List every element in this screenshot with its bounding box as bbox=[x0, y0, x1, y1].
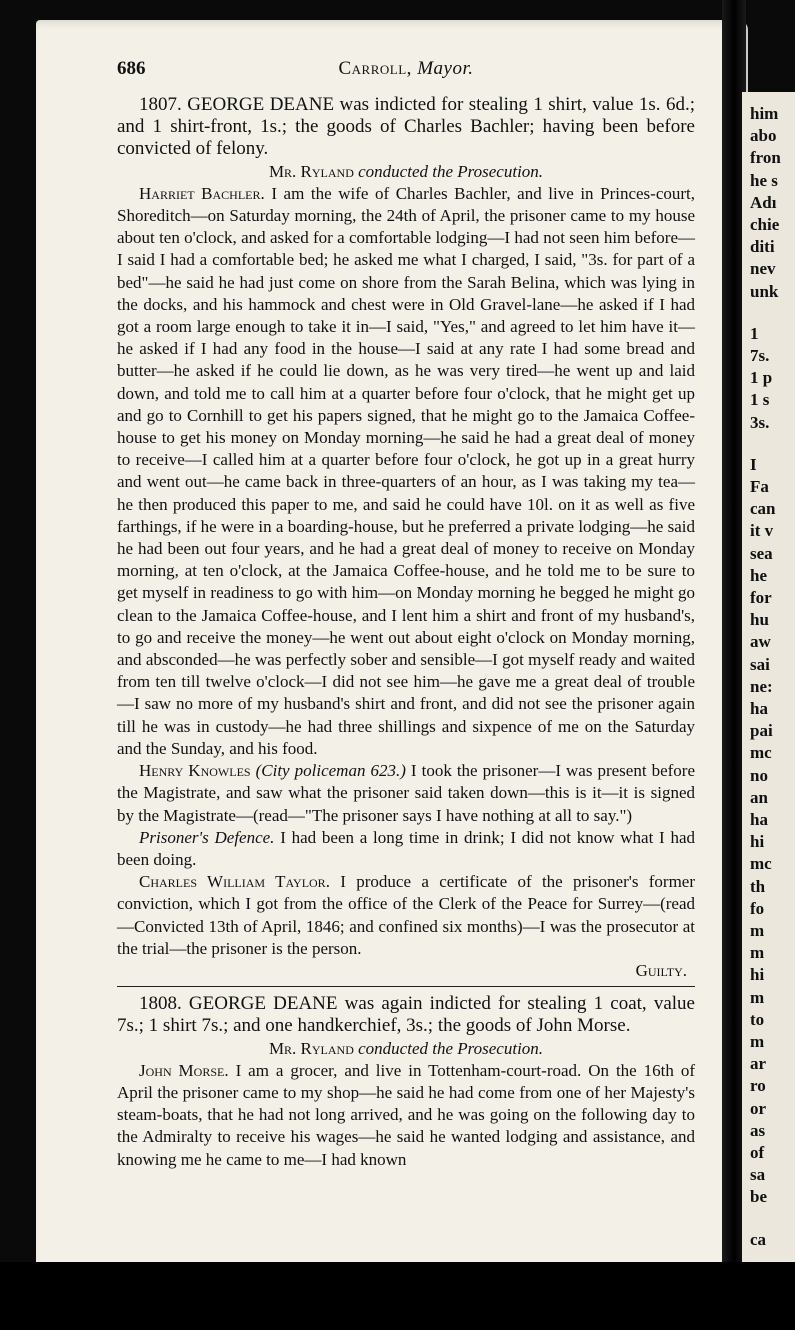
witness-name: Henry Knowles bbox=[139, 761, 251, 781]
facing-page-fragment: ne: bbox=[750, 676, 773, 696]
facing-page-fragment: 1 bbox=[750, 323, 759, 343]
facing-page-fragment: Fa bbox=[750, 477, 769, 496]
witness-text: I am the wife of Charles Bachler, and live in Princes-court, Shoreditch—on Saturday morning, the 24th of April, the prisoner came to my house about ten o'clock, and asked for a comfortable lodging—I had not seen him before—I said I had a comfortable bed; he asked me what I charged, I said, "3s. for part of a bed"—he said he had just come on shore from the Sarah Belina, which was lying in the docks, and his hammock and chest were in Old Gravel-lane—he asked if I had got a room large enough to take it in—I said, "Yes," and agreed to let him have it—he asked if I had any food in the house—I said at any rate I had some bread and butter—he asked if he could lie down, as he was very tired—he went up and laid down, and told me to call him at a quarter before four o'clock, that he might get up and go to Cornhill to get his papers signed, that he might go to the Jamaica Coffee-house to get his money on Monday morning—he said he had a great deal of money to receive—I called him at a quarter before four o'clock, he got up in a great hurry and went out—he came back in three-quarters of an hour, as I was taking my tea—he then produced this paper to me, and said he could have 10l. on it as well as five farthings, if he were in a boarding-house, but he preferred a private lodging—he said he had been out four years, and he had a great deal of money to receive on Monday morning, at ten o'clock, at the Jamaica Coffee-house, and he told me to be sure to get myself in readiness to go with him—on Monday morning he begged he might go clean to the Jamaica Coffee-house, and I lent him a shirt and front of my husband's, to go and receive the money—he went out about eight o'clock on Monday morning, and absconded—he was perfectly sober and sensible—I got myself ready and waited from ten till twelve o'clock—I did not see him—he gave me a great deal of trouble—I saw no more of my husband's shirt and front, and did not see the prisoner again till he was in custody—he had three shillings and sixpence of me on the Saturday and the Sunday, and his food. bbox=[117, 183, 695, 758]
facing-page-fragment: aw bbox=[750, 632, 771, 652]
page-header bbox=[117, 58, 695, 94]
facing-page-fragment: for bbox=[750, 588, 772, 607]
witness-name: John Morse. bbox=[139, 1060, 229, 1080]
facing-page-fragment: hu bbox=[750, 610, 769, 630]
testimony-charles-william-taylor bbox=[117, 871, 695, 960]
case-1808-prosecution: Mr. Ryland conducted the Prosecution. bbox=[268, 1038, 544, 1058]
facing-page-fragment: sa bbox=[750, 1165, 766, 1185]
witness-name: Charles William Taylor. bbox=[139, 872, 330, 892]
facing-page-fragment: to bbox=[750, 1009, 765, 1029]
facing-page-fragment: I bbox=[750, 454, 757, 474]
facing-page-fragment: sai bbox=[750, 654, 770, 674]
facing-page-fragment: chie bbox=[750, 215, 780, 234]
facing-page-fragment: an bbox=[750, 787, 768, 807]
facing-page-fragment: 1 s bbox=[750, 390, 770, 410]
prisoner-defence bbox=[117, 827, 695, 871]
facing-page-fragment: he s bbox=[750, 170, 778, 190]
facing-page-fragment: it v bbox=[750, 521, 774, 541]
facing-page-fragment: abo bbox=[750, 126, 777, 146]
case-divider bbox=[117, 986, 695, 987]
scan-border bbox=[0, 1262, 795, 1330]
facing-page-fragment: ar bbox=[750, 1054, 767, 1074]
facing-page-fragment: m bbox=[750, 943, 765, 963]
testimony-harriet-bachler bbox=[117, 183, 695, 760]
facing-page-fragment: no bbox=[750, 765, 768, 785]
facing-page-fragment: m bbox=[750, 921, 765, 940]
facing-page bbox=[742, 92, 795, 1262]
facing-page-fragment: th bbox=[750, 876, 766, 896]
facing-page-fragment: 1 p bbox=[750, 368, 773, 388]
facing-page-fragment: 3s. bbox=[750, 412, 770, 432]
facing-page-fragment: diti bbox=[750, 237, 775, 257]
facing-page-fragment: as bbox=[750, 1120, 766, 1140]
witness-text: I produce a certificate of the prisoner's former conviction, which I got from the office of the Clerk of the Peace for Surrey—(read—Convicted 13th of April, 1846; and confined six months)—I was the prosecutor at the trial—the prisoner is the person. bbox=[117, 872, 696, 958]
verdict: Guilty. bbox=[635, 960, 687, 980]
running-title-office: Mayor. bbox=[417, 58, 474, 79]
facing-page-fragment: nev bbox=[750, 259, 776, 279]
running-title-name: Carroll, bbox=[338, 58, 412, 79]
case-1807-prosecution: Mr. Ryland conducted the Prosecution. bbox=[268, 161, 544, 181]
facing-page-fragment: he bbox=[750, 565, 767, 585]
facing-page-fragment: hi bbox=[750, 965, 765, 985]
facing-page-fragment: 7s. bbox=[750, 346, 770, 365]
facing-page-fragment: mc bbox=[750, 743, 772, 763]
witness-text: I took the prisoner—I was present before the Magistrate, and saw what the prisoner said taken down—this is it—it is signed by the Magistrate—(read—"The prisoner says I have nothing at all to say.") bbox=[117, 761, 696, 825]
facing-page-fragment: unk bbox=[750, 281, 779, 301]
facing-page-fragment: ha bbox=[750, 699, 768, 718]
facing-page-fragment: Adı bbox=[750, 192, 777, 212]
defence-text: I had been a long time in drink; I did not know what I had been doing. bbox=[117, 827, 696, 869]
facing-page-fragment: m bbox=[750, 1032, 765, 1051]
witness-name: Harriet Bachler. bbox=[139, 183, 265, 203]
defence-label: Prisoner's Defence. bbox=[139, 827, 275, 847]
facing-page-fragment: of bbox=[750, 1143, 765, 1162]
case-1807-opening: 1807. GEORGE DEANE was indicted for stealing 1 shirt, value 1s. 6d.; and 1 shirt-front, 1s.; the goods of Charles Bachler; having been before convicted of felony. bbox=[117, 94, 695, 160]
facing-page-fragment: pai bbox=[750, 721, 773, 741]
witness-role: (City policeman 623.) bbox=[255, 761, 406, 781]
facing-page-fragment: can bbox=[750, 499, 776, 519]
facing-page-fragment: him bbox=[750, 104, 779, 123]
facing-page-fragment: ca bbox=[750, 1229, 767, 1249]
facing-page-fragment: fo bbox=[750, 898, 765, 918]
facing-page-fragment: ha bbox=[750, 810, 768, 829]
facing-page-fragment: mc bbox=[750, 854, 772, 874]
facing-page-fragment: be bbox=[750, 1187, 767, 1207]
facing-page-fragment: ro bbox=[750, 1076, 766, 1096]
page-content bbox=[117, 58, 695, 1171]
facing-page-fragment: sea bbox=[750, 543, 773, 563]
facing-page-fragment: m bbox=[750, 987, 765, 1007]
facing-page-fragment: hi bbox=[750, 832, 765, 852]
case-1808-opening: 1808. GEORGE DEANE was again indicted for stealing 1 coat, value 7s.; 1 shirt 7s.; and one handkerchief, 3s.; the goods of John Morse. bbox=[117, 993, 695, 1037]
facing-page-fragment: or bbox=[750, 1098, 767, 1118]
testimony-henry-knowles bbox=[117, 760, 695, 827]
facing-page-fragment: fron bbox=[750, 148, 781, 168]
witness-text: I am a grocer, and live in Tottenham-court-road. On the 16th of April the prisoner came to my shop—he said he had come from one of her Majesty's steam-boats, that he had not long arrived, and he was going on the following day to the Admiralty to receive his wages—he said he wanted lodging and assistance, and knowing me he came to me—I had known bbox=[117, 1060, 696, 1169]
page-number: 686 bbox=[117, 58, 146, 79]
running-title bbox=[117, 58, 695, 80]
testimony-john-morse bbox=[117, 1060, 695, 1171]
